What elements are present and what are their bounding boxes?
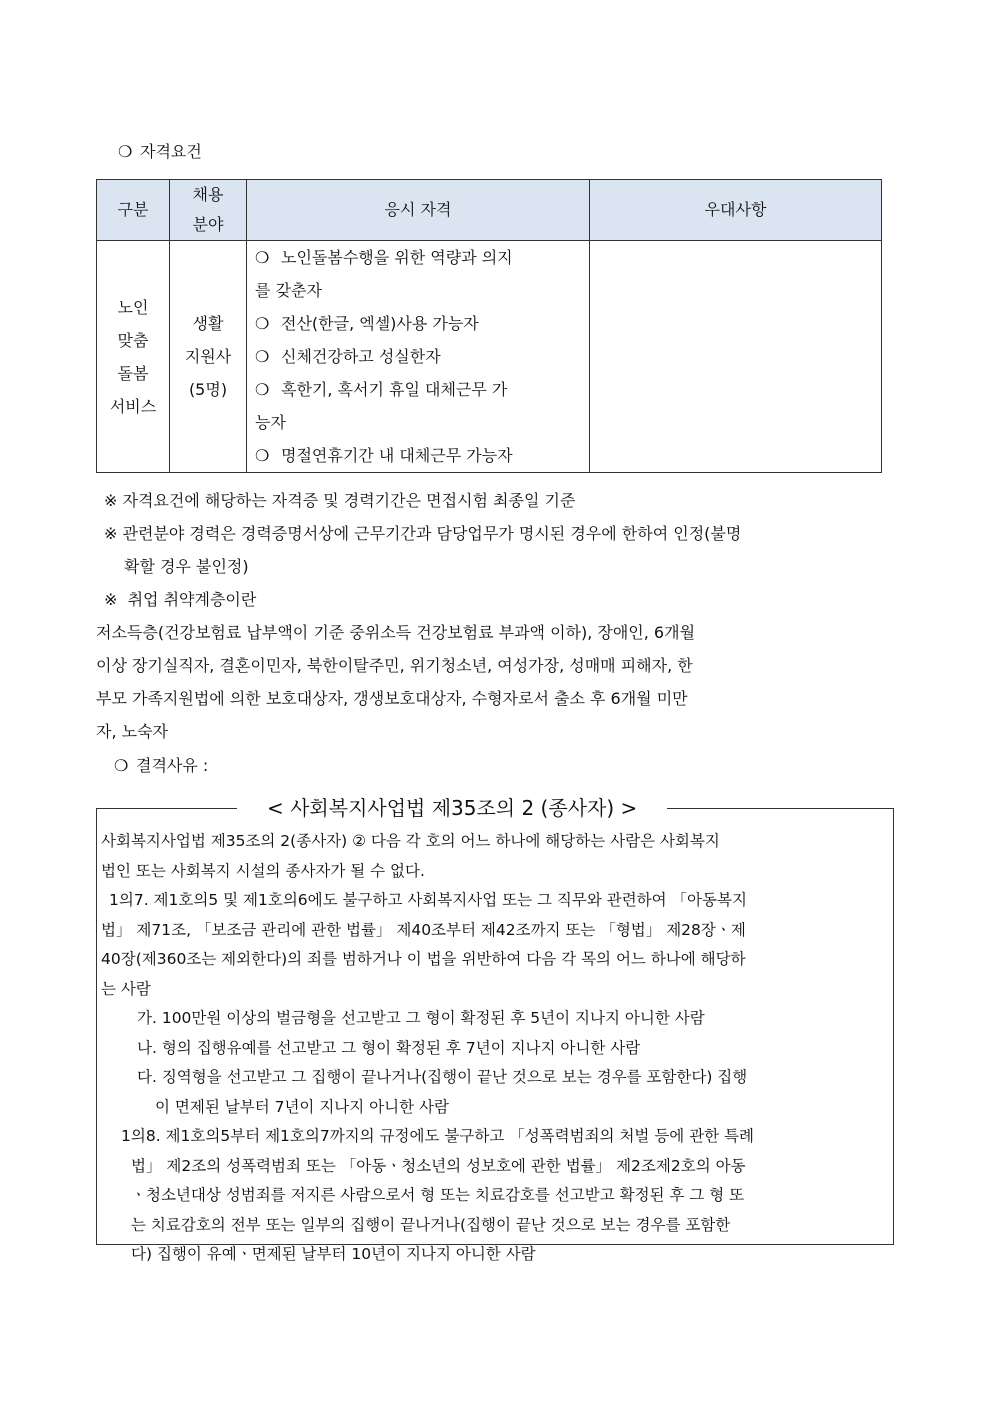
vulnerable-line: 자, 노숙자 bbox=[96, 722, 168, 741]
qualification-item bbox=[255, 274, 581, 307]
header-category: 구분 bbox=[97, 180, 170, 241]
qualification-text: 명절연휴기간 내 대체근무 가능자 bbox=[281, 446, 513, 465]
law-line: 가. 100만원 이상의 벌금형을 선고받고 그 형이 확정된 후 5년이 지나지 아니한 사람 bbox=[137, 1009, 705, 1027]
table-row bbox=[97, 241, 882, 473]
reference-mark-icon: ※ bbox=[104, 590, 118, 609]
header-qualification: 응시 자격 bbox=[247, 180, 590, 241]
qualification-text: 능자 bbox=[255, 413, 286, 432]
field-line: 생활 bbox=[192, 314, 224, 333]
field-line: 지원사 bbox=[184, 347, 232, 366]
law-line: ㆍ청소년대상 성범죄를 저지른 사람으로서 형 또는 치료감호를 선고받고 확정된 후 그 형 또 bbox=[131, 1186, 745, 1204]
header-field bbox=[170, 180, 247, 241]
note-line bbox=[96, 583, 896, 616]
circle-bullet-icon: ❍ bbox=[255, 446, 270, 465]
qualification-heading bbox=[118, 140, 202, 164]
qualification-item bbox=[255, 340, 581, 373]
qualification-item bbox=[255, 439, 581, 472]
circle-bullet-icon: ❍ bbox=[114, 756, 129, 775]
field-line: (5명) bbox=[188, 380, 228, 399]
law-line: 나. 형의 집행유예를 선고받고 그 형이 확정된 후 7년이 지나지 아니한 사람 bbox=[137, 1038, 641, 1057]
qualification-item bbox=[255, 241, 581, 274]
vulnerable-line: 부모 가족지원법에 의한 보호대상자, 갱생보호대상자, 수형자로서 출소 후 6개월 미만 bbox=[96, 689, 688, 708]
law-box-title: < 사회복지사업법 제35조의 2 (종사자) > bbox=[237, 791, 667, 825]
qualification-text: 를 갖춘자 bbox=[255, 281, 322, 300]
note-text: 취업 취약계층이란 bbox=[127, 590, 257, 609]
category-cell bbox=[97, 241, 170, 473]
note-line bbox=[96, 484, 896, 517]
vulnerable-line: 이상 장기실직자, 결혼이민자, 북한이탈주민, 위기청소년, 여성가장, 성매매 피해자, 한 bbox=[96, 656, 693, 675]
law-line: 다. 징역형을 선고받고 그 집행이 끝나거나(집행이 끝난 것으로 보는 경우를 포함한다) 집행 bbox=[137, 1068, 748, 1086]
law-line: 다) 집행이 유예ㆍ면제된 날부터 10년이 지나지 아니한 사람 bbox=[131, 1245, 536, 1263]
law-line: 이 면제된 날부터 7년이 지나지 아니한 사람 bbox=[155, 1097, 449, 1116]
law-line: 1의7. 제1호의5 및 제1호의6에도 불구하고 사회복지사업 또는 그 직무와 관련하여 「아동복지 bbox=[109, 891, 747, 909]
preference-cell bbox=[590, 241, 882, 473]
category-line: 노인 bbox=[117, 297, 149, 317]
qualification-text: 혹한기, 혹서기 휴일 대체근무 가 bbox=[281, 380, 508, 399]
field-cell bbox=[170, 241, 247, 473]
qualification-item bbox=[255, 406, 581, 439]
header-field-line2: 분야 bbox=[192, 215, 224, 234]
law-body bbox=[101, 827, 891, 1270]
law-excerpt-box bbox=[96, 796, 894, 1263]
law-line: 법」 제2조의 성폭력범죄 또는 「아동ㆍ청소년의 성보호에 관한 법률」 제2조제2호의 아동 bbox=[131, 1156, 746, 1175]
qualification-item bbox=[255, 373, 581, 406]
disqualification-heading-text: 결격사유 : bbox=[136, 756, 209, 775]
circle-bullet-icon: ❍ bbox=[255, 380, 270, 399]
table-header-row bbox=[97, 180, 882, 241]
law-line: 1의8. 제1호의5부터 제1호의7까지의 규정에도 불구하고 「성폭력범죄의 처벌 등에 관한 특례 bbox=[121, 1127, 755, 1145]
circle-bullet-icon: ❍ bbox=[255, 314, 270, 333]
law-line: 40장(제360조는 제외한다)의 죄를 범하거나 이 법을 위반하여 다음 각 목의 어느 하나에 해당하 bbox=[101, 950, 746, 968]
note-text: 자격요건에 해당하는 자격증 및 경력기간은 면접시험 최종일 기준 bbox=[122, 491, 576, 510]
qualification-text: 노인돌봄수행을 위한 역량과 의지 bbox=[281, 248, 513, 267]
note-line: 확할 경우 불인정) bbox=[124, 557, 249, 576]
qualification-cell bbox=[247, 241, 590, 473]
disqualification-heading bbox=[114, 754, 208, 778]
circle-bullet-icon: ❍ bbox=[255, 347, 270, 366]
reference-mark-icon: ※ bbox=[104, 491, 118, 510]
header-field-line1: 채용 bbox=[192, 185, 224, 204]
circle-bullet-icon: ❍ bbox=[118, 142, 133, 161]
law-line: 는 치료감호의 전부 또는 일부의 집행이 끝나거나(집행이 끝난 것으로 보는 경우를 포함한 bbox=[131, 1215, 731, 1234]
notes-section bbox=[96, 484, 896, 748]
category-line: 맞춤 bbox=[117, 330, 149, 350]
law-line: 는 사람 bbox=[101, 979, 151, 998]
law-line: 법」 제71조, 「보조금 관리에 관한 법률」 제40조부터 제42조까지 또는 「형법」 제28장ㆍ제 bbox=[101, 920, 746, 939]
qualification-text: 신체건강하고 성실한자 bbox=[281, 347, 441, 366]
qualification-table bbox=[96, 179, 882, 473]
reference-mark-icon: ※ bbox=[104, 524, 118, 543]
qualification-heading-text: 자격요건 bbox=[140, 142, 202, 161]
category-line: 서비스 bbox=[109, 396, 157, 416]
qualification-item bbox=[255, 307, 581, 340]
circle-bullet-icon: ❍ bbox=[255, 248, 270, 267]
category-line: 돌봄 bbox=[117, 363, 149, 383]
note-line bbox=[96, 517, 896, 550]
law-line: 사회복지사업법 제35조의 2(종사자) ② 다음 각 호의 어느 하나에 해당하는 사람은 사회복지 bbox=[101, 832, 720, 850]
law-line: 법인 또는 사회복지 시설의 종사자가 될 수 없다. bbox=[101, 861, 425, 880]
vulnerable-line: 저소득층(건강보험료 납부액이 기준 중위소득 건강보험료 부과액 이하), 장애인, 6개월 bbox=[96, 623, 696, 642]
note-text: 관련분야 경력은 경력증명서상에 근무기간과 담당업무가 명시된 경우에 한하여 인정(불명 bbox=[122, 524, 742, 543]
qualification-text: 전산(한글, 엑셀)사용 가능자 bbox=[281, 314, 479, 333]
header-preference: 우대사항 bbox=[590, 180, 882, 241]
